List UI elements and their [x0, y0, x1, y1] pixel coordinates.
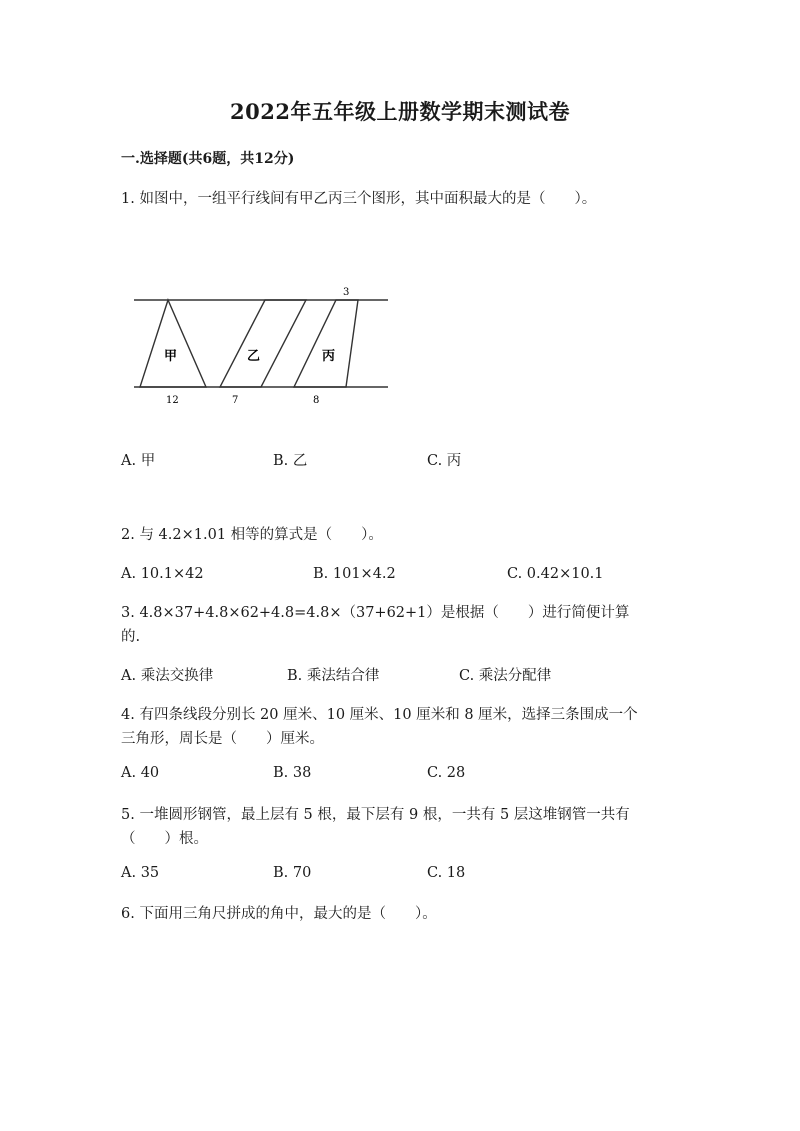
question-3: [121, 601, 681, 649]
question-5-line-1: 5. 一堆圆形钢管，最上层有 5 根，最下层有 9 根，一共有 5 层这堆钢管一共有: [121, 807, 630, 823]
option-a: A. 40: [121, 765, 160, 781]
option-a: A. 乘法交换律: [121, 668, 214, 684]
option-a: A. 10.1×42: [121, 566, 204, 582]
option-b: B. 38: [273, 765, 312, 781]
label-bing: 丙: [322, 349, 336, 364]
option-a: A. 甲: [121, 453, 156, 469]
question-5: [121, 803, 681, 851]
option-b: B. 乙: [273, 453, 308, 469]
measure-jia-base: 12: [166, 395, 179, 406]
question-4: [121, 703, 681, 751]
label-yi: 乙: [247, 349, 261, 364]
option-c: C. 18: [427, 865, 466, 881]
trapezoid-bing: [294, 300, 358, 387]
option-b: B. 101×4.2: [313, 566, 396, 582]
option-b: B. 乘法结合律: [287, 668, 380, 684]
parallelogram-yi: [220, 300, 306, 387]
section-heading: 一.选择题(共6题，共12分): [121, 151, 295, 167]
option-c: C. 28: [427, 765, 466, 781]
question-3-options: [121, 664, 681, 686]
option-c: C. 乘法分配律: [459, 668, 552, 684]
option-a: A. 35: [121, 865, 160, 881]
option-c: C. 丙: [427, 453, 462, 469]
question-3-line-2: 的.: [121, 629, 141, 645]
page-title: 2022年五年级上册数学期末测试卷: [230, 99, 570, 124]
question-5-options: [121, 865, 681, 887]
question-5-line-2: （ ）根。: [121, 831, 208, 847]
question-6: 6. 下面用三角尺拼成的角中，最大的是（ ）。: [121, 906, 437, 922]
question-2-options: [121, 566, 681, 588]
question-1-options: [121, 449, 681, 471]
measure-bing-top: 3: [343, 287, 350, 298]
question-4-line-2: 三角形，周长是（ ）厘米。: [121, 731, 324, 747]
option-b: B. 70: [273, 865, 312, 881]
measure-yi-base: 7: [232, 395, 239, 406]
question-2: 2. 与 4.2×1.01 相等的算式是（ ）。: [121, 527, 383, 543]
question-4-options: [121, 765, 681, 787]
option-c: C. 0.42×10.1: [507, 566, 604, 582]
label-jia: 甲: [164, 349, 178, 364]
triangle-jia: [140, 300, 206, 387]
parallel-lines-figure: [120, 280, 410, 410]
question-1: 1. 如图中，一组平行线间有甲乙丙三个图形，其中面积最大的是（ ）。: [121, 191, 597, 207]
measure-bing-base: 8: [313, 395, 320, 406]
question-3-line-1: 3. 4.8×37+4.8×62+4.8=4.8×（37+62+1）是根据（ ）进行简便计算: [121, 605, 630, 621]
question-4-line-1: 4. 有四条线段分别长 20 厘米、10 厘米、10 厘米和 8 厘米，选择三条围成一个: [121, 707, 638, 723]
